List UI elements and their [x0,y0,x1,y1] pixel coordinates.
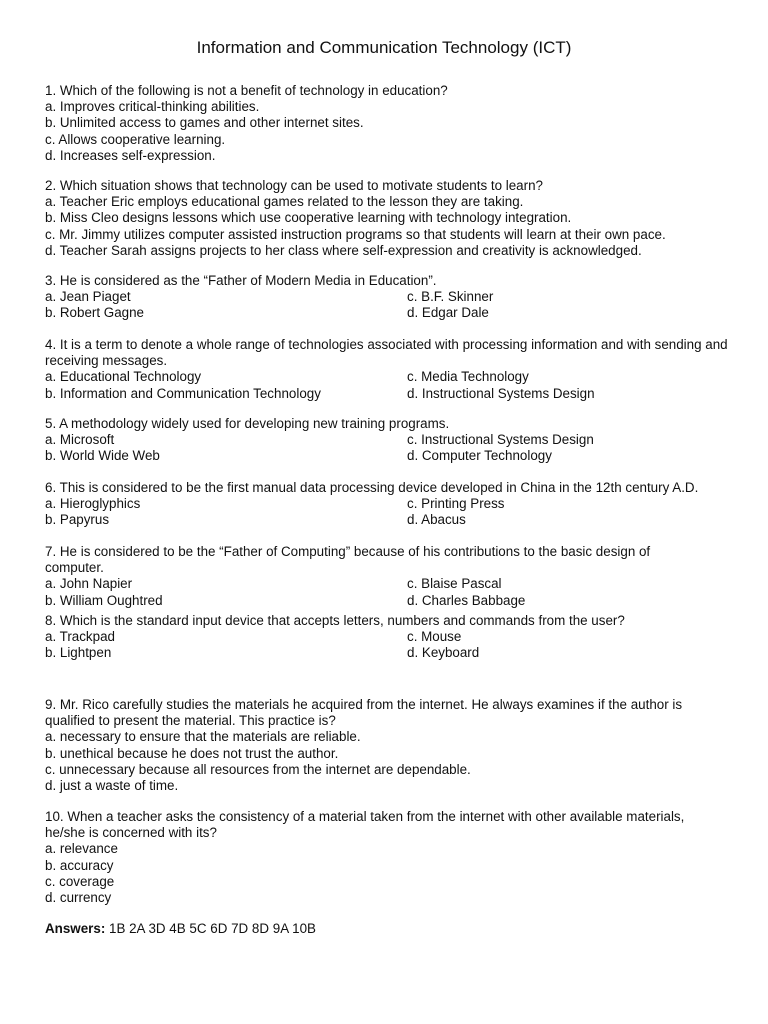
question-stem: 7. He is considered to be the “Father of Computing” because of his contributions to the basic design of computer. [45,544,651,576]
choice-c: c. Printing Press [407,496,505,512]
page-title: Information and Communication Technology (ICT) [196,38,572,57]
question-2 [45,178,735,259]
question-stem: 4. It is a term to denote a whole range of technologies associated with processing information and with sending and receiving messages. [45,337,728,369]
question-8 [45,613,735,662]
choice-a: a. Jean Piaget [45,289,131,305]
choice-d: d. Increases self-expression. [45,147,216,163]
choice-d: d. Keyboard [407,645,480,661]
choice-a: a. Educational Technology [45,369,202,385]
choice-c: c. unnecessary because all resources from the internet are dependable. [45,761,471,777]
question-stem: 6. This is considered to be the first manual data processing device developed in China in the 12th century A.D. [45,480,699,495]
choice-a: a. Hieroglyphics [45,496,141,512]
choice-a: a. relevance [45,841,118,857]
question-4 [45,337,735,402]
choice-c: c. Allows cooperative learning. [45,131,226,147]
choice-c: c. Instructional Systems Design [407,432,594,448]
choice-d: d. Instructional Systems Design [407,385,595,401]
question-stem: 10. When a teacher asks the consistency of a material taken from the internet with other available materials, he/she is concerned with its? [45,809,685,841]
choice-b: b. Information and Communication Technology [45,385,321,401]
choice-b: b. accuracy [45,857,114,873]
choice-a: a. John Napier [45,576,133,592]
choice-c: c. Mouse [407,629,462,645]
choice-d: d. currency [45,890,112,906]
choice-d: d. Computer Technology [407,448,552,464]
choice-a: a. Improves critical-thinking abilities. [45,99,260,115]
choice-a: a. Microsoft [45,432,115,448]
question-stem: 8. Which is the standard input device that accepts letters, numbers and commands from the user? [45,613,625,628]
answer-key-value: 1B 2A 3D 4B 5C 6D 7D 8D 9A 10B [109,921,316,936]
choice-c: c. Mr. Jimmy utilizes computer assisted instruction programs so that students will learn at their own pace. [45,226,666,242]
choice-c: c. B.F. Skinner [407,289,494,305]
choice-c: c. coverage [45,873,115,889]
answer-key [45,921,316,937]
choice-d: d. Charles Babbage [407,592,526,608]
question-stem: 5. A methodology widely used for developing new training programs. [45,416,450,431]
question-stem: 2. Which situation shows that technology can be used to motivate students to learn? [45,178,543,193]
choice-d: d. Abacus [407,512,466,528]
question-stem: 3. He is considered as the “Father of Modern Media in Education”. [45,273,437,288]
question-5 [45,416,735,465]
choice-b: b. Robert Gagne [45,305,145,321]
question-stem: 9. Mr. Rico carefully studies the materials he acquired from the internet. He always examines if the author is qualified to present the material. This practice is? [45,697,683,729]
question-10 [45,809,715,906]
choice-b: b. William Oughtred [45,592,163,608]
choice-a: a. necessary to ensure that the materials are reliable. [45,729,361,745]
choice-a: a. Teacher Eric employs educational games related to the lesson they are taking. [45,194,524,210]
choice-b: b. World Wide Web [45,448,160,464]
choice-b: b. Papyrus [45,512,110,528]
choice-d: d. Edgar Dale [407,305,489,321]
answer-key-label: Answers: [45,921,106,936]
choice-b: b. unethical because he does not trust the author. [45,745,339,761]
question-9 [45,697,715,794]
choice-c: c. Media Technology [407,369,529,385]
choice-b: b. Lightpen [45,645,112,661]
question-3 [45,273,735,322]
choice-c: c. Blaise Pascal [407,576,502,592]
question-7 [45,544,685,609]
question-6 [45,480,735,529]
question-1 [45,83,735,164]
choice-d: d. just a waste of time. [45,778,179,794]
question-stem: 1. Which of the following is not a benefit of technology in education? [45,83,448,98]
choice-a: a. Trackpad [45,629,115,645]
choice-b: b. Miss Cleo designs lessons which use cooperative learning with technology integration. [45,210,572,226]
choice-b: b. Unlimited access to games and other internet sites. [45,115,364,131]
choice-d: d. Teacher Sarah assigns projects to her class where self-expression and creativity is acknowledged. [45,242,642,258]
